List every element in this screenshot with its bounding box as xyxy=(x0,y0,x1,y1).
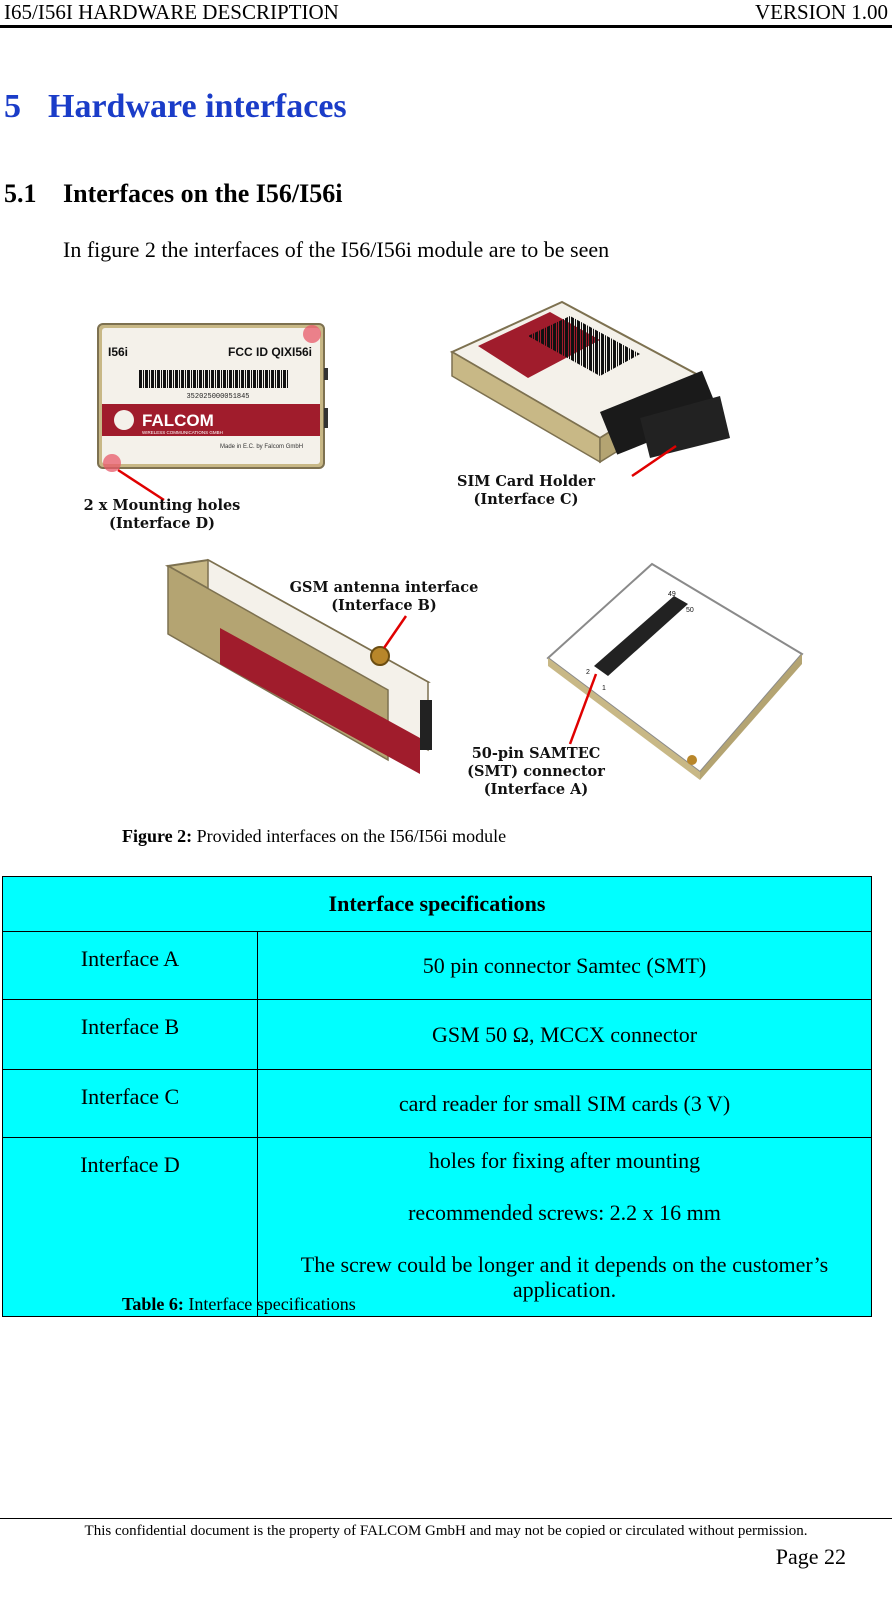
table-row xyxy=(3,1138,872,1317)
header-document-title: I65/I56I HARDWARE DESCRIPTION xyxy=(4,0,339,24)
interface-description xyxy=(258,932,872,1000)
table-caption-label: Table 6: xyxy=(122,1294,184,1314)
table-row xyxy=(3,1070,872,1138)
callout-arrow xyxy=(384,616,406,648)
subsection-title: Interfaces on the I56/I56i xyxy=(63,179,343,208)
figure-caption-label: Figure 2: xyxy=(122,826,193,846)
pin-label: 2 xyxy=(586,669,590,676)
interface-description-line: The screw could be longer and it depends on the customer’s application. xyxy=(300,1252,829,1302)
mounting-hole-marker xyxy=(303,325,321,343)
made-in-label: Made in E.C. by Falcom GmbH xyxy=(220,444,304,450)
callout-mounting-line2: (Interface D) xyxy=(109,515,215,532)
brand-subtitle: WIRELESS COMMUNICATIONS GMBH xyxy=(142,430,223,435)
falcom-logo-icon xyxy=(114,410,134,430)
interface-description xyxy=(258,1000,872,1070)
interface-description-line: GSM 50 Ω, MCCX connector xyxy=(431,1022,698,1047)
figure-caption-text: Provided interfaces on the I56/I56i module xyxy=(192,826,507,846)
callout-gsm-line1: GSM antenna interface xyxy=(289,579,479,596)
page-number: Page 22 xyxy=(775,1544,846,1569)
module-label: I56i xyxy=(108,345,129,359)
callout-arrow xyxy=(118,470,164,500)
section-number: 5 xyxy=(4,88,21,125)
figure-caption xyxy=(122,826,506,847)
callout-samtec-line1: 50-pin SAMTEC xyxy=(471,745,601,762)
table-row xyxy=(3,932,872,1000)
mounting-hole-marker xyxy=(103,454,121,472)
intro-paragraph: In figure 2 the interfaces of the I56/I56i module are to be seen xyxy=(63,237,610,262)
section-title: Hardware interfaces xyxy=(48,88,347,125)
barcode xyxy=(138,370,288,388)
interface-description xyxy=(258,1138,872,1317)
serial-number: 352025000051845 xyxy=(186,393,250,401)
table-row xyxy=(3,1000,872,1070)
callout-mounting-line1: 2 x Mounting holes xyxy=(83,497,241,514)
interface-description-line: holes for fixing after mounting xyxy=(428,1148,701,1173)
module-angled-sim-view xyxy=(452,302,730,462)
interface-name: Interface D xyxy=(3,1138,258,1317)
interface-name: Interface C xyxy=(3,1070,258,1138)
antenna-connector-icon xyxy=(371,647,389,665)
fcc-label: FCC ID QIXI56i xyxy=(228,345,313,359)
interface-description xyxy=(258,1070,872,1138)
subsection-number: 5.1 xyxy=(4,179,37,208)
interface-description-line: card reader for small SIM cards (3 V) xyxy=(398,1091,731,1116)
pin-label: 50 xyxy=(686,607,694,614)
callout-gsm-line2: (Interface B) xyxy=(331,597,437,614)
callout-sim-line1: SIM Card Holder xyxy=(457,473,595,490)
module-top-view xyxy=(98,324,328,472)
callout-sim-line2: (Interface C) xyxy=(473,491,579,508)
footer-rule xyxy=(0,1518,892,1519)
table-title: Interface specifications xyxy=(3,877,872,932)
table-caption-text: Interface specifications xyxy=(183,1294,356,1314)
interfaces-figure xyxy=(80,298,820,806)
brand-name: FALCOM xyxy=(142,411,214,430)
pin-label: 49 xyxy=(668,591,676,598)
interface-description-line: recommended screws: 2.2 x 16 mm xyxy=(408,1200,721,1225)
pin-label: 1 xyxy=(602,685,606,692)
interface-description-line: 50 pin connector Samtec (SMT) xyxy=(422,953,707,978)
interface-spec-table xyxy=(2,876,872,1317)
table-caption xyxy=(122,1294,356,1315)
interface-name: Interface A xyxy=(3,932,258,1000)
header-rule xyxy=(0,25,892,28)
header-version: VERSION 1.00 xyxy=(754,0,888,24)
callout-samtec-line3: (Interface A) xyxy=(483,781,589,798)
callout-samtec-line2: (SMT) connector xyxy=(467,763,605,780)
interface-name: Interface B xyxy=(3,1000,258,1070)
footer-confidentiality-notice: This confidential document is the property of FALCOM GmbH and may not be copied or circulated without permission. xyxy=(84,1523,808,1539)
table-header-row xyxy=(3,877,872,932)
